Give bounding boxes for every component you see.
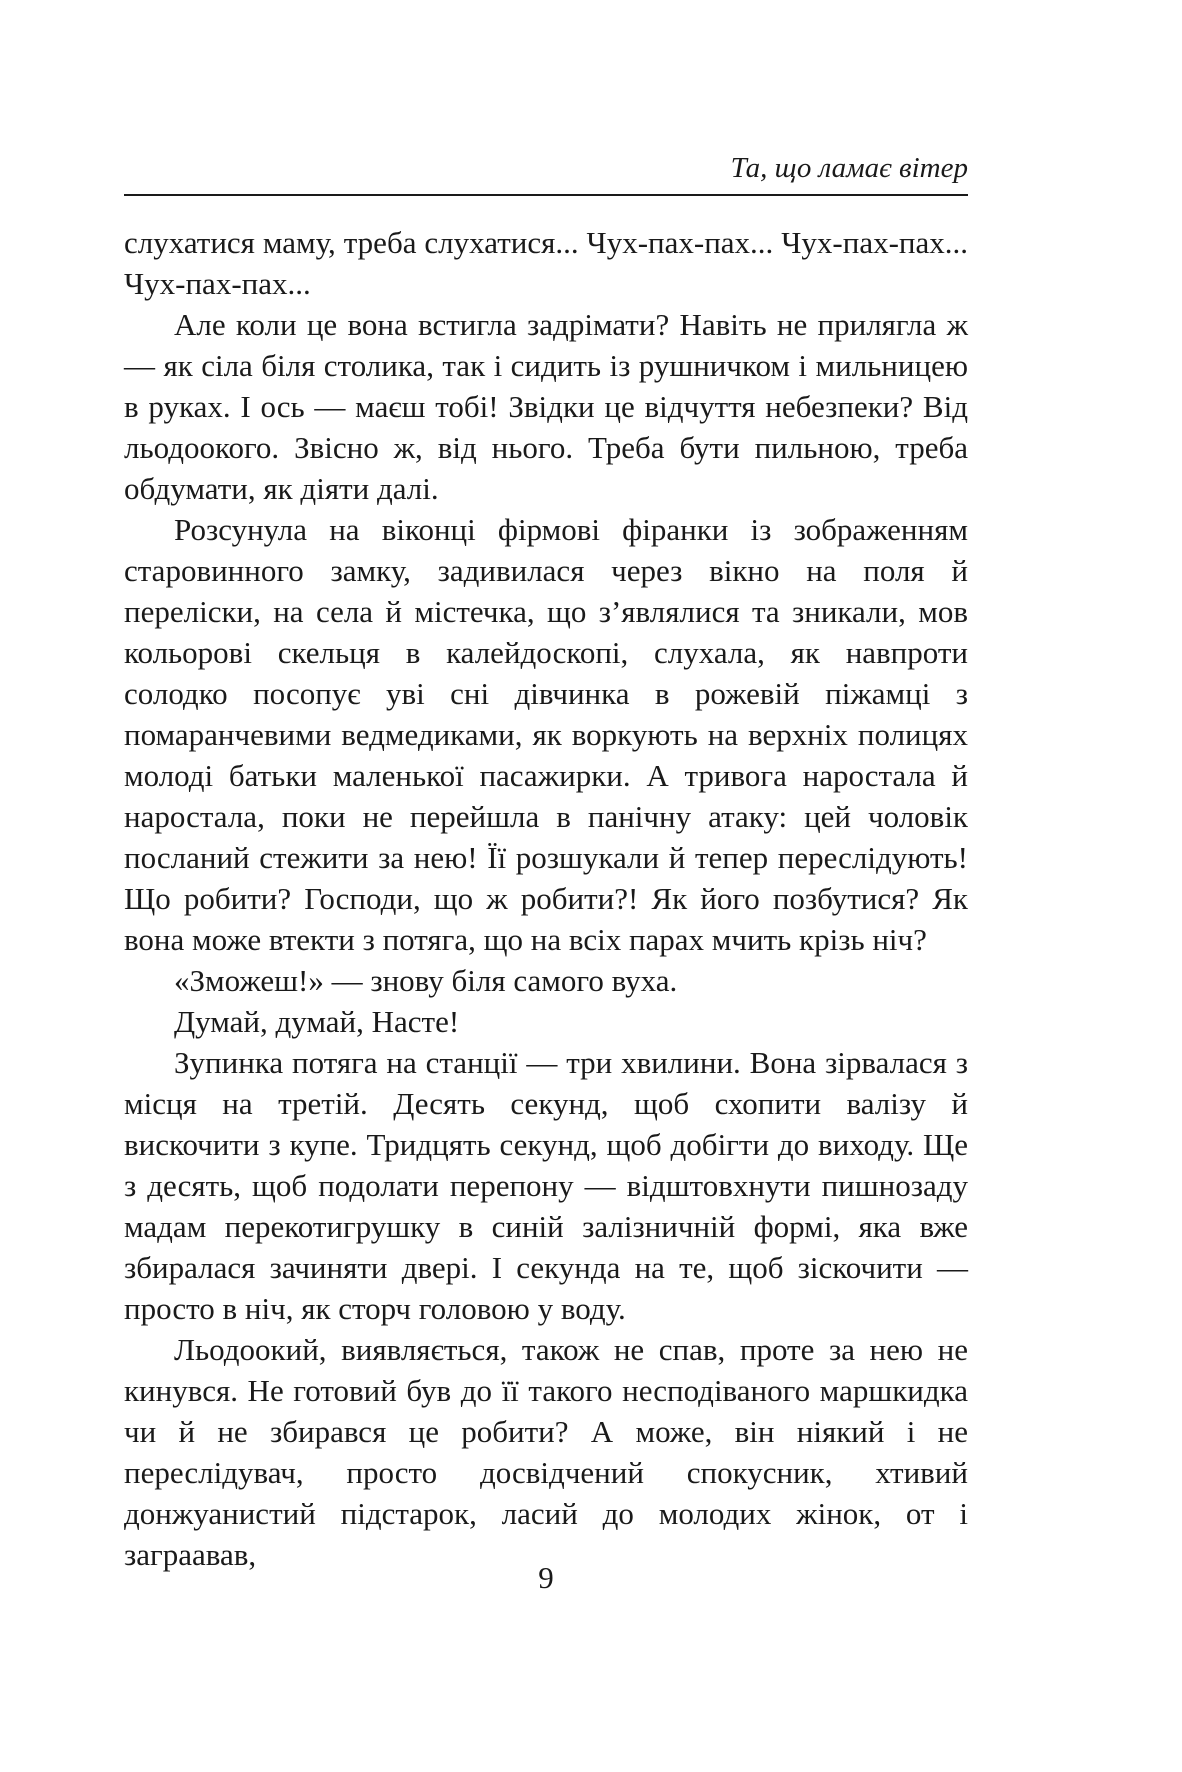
paragraph: Льодоокий, виявляється, також не спав, проте за нею не кинувся. Не готовий був до її такого несподіваного маршкидка чи й не збирався це робити? А може, він ніякий і не переслідувач, просто досвідчений спокусник, хтивий донжуанистий підстарок, ласий до молодих жінок, от і заграaвав, <box>124 1332 968 1572</box>
header-rule <box>124 194 968 196</box>
paragraph: Зупинка потяга на станції — три хвилини. Вона зірвалася з місця на третій. Десять секунд, щоб схопити валізу й вискочити з купе. Тридцять секунд, щоб добігти до виходу. Ще з десять, щоб подолати перепону — відштовхнути пишнозаду мадам перекотигрушку в синій залізничній формі, яка вже збиралася зачиняти двері. І секунда на те, щоб зіскочити — просто в ніч, як сторч головою у воду. <box>124 1045 968 1326</box>
paragraph: Але коли це вона встигла задрімати? Навіть не прилягла ж — як сіла біля столика, так і сидить із рушничком і мильницею в руках. І ось — маєш тобі! Звідки це відчуття небезпеки? Від льодоокого. Звісно ж, від нього. Треба бути пильною, треба обдумати, як діяти далі. <box>124 307 968 506</box>
paragraph: Розсунула на віконці фірмові фіранки із зображенням старовинного замку, задивилася через вікно на поля й перелiски, на села й містечка, що з’являлися та зникали, мов кольорові скельця в калейдоскопі, слухала, як навпроти солодко посопує уві сні дівчинка в рожевій піжамці з помаранчевими ведмедиками, як воркують на верхніх полицях молоді батьки маленької пасажирки. А тривога наростала й наростала, поки не перейшла в панічну атаку: цей чоловік посланий стежити за нею! Її розшукали й тепер переслідують! Що робити? Господи, що ж робити?! Як його позбутися? Як вона може втекти з потяга, що на всіх парах мчить крізь ніч? <box>124 512 968 957</box>
body-text <box>124 222 968 1575</box>
running-head-title: Та, що ламає вітер <box>730 152 968 184</box>
paragraph: «Зможеш!» — знову біля самого вуха. <box>174 963 678 998</box>
page-number: 9 <box>538 1560 554 1595</box>
paragraph: слухатися маму, треба слухатися... Чух-пах-пах... Чух-пах-пах... Чух-пах-пах... <box>124 225 968 301</box>
paragraph: Думай, думай, Насте! <box>174 1004 460 1039</box>
